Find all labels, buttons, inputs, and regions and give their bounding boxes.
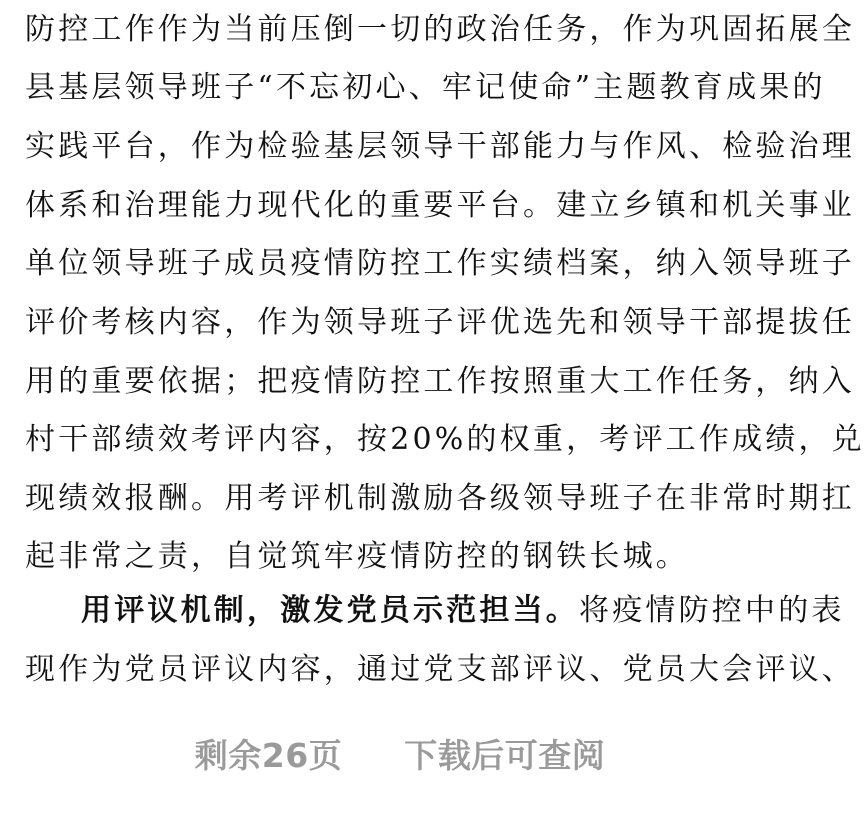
download-footer[interactable]: [0, 736, 800, 776]
paragraph-line: 现作为党员评议内容，通过党支部评议、党员大会评议、: [25, 652, 855, 687]
paragraph-line: 村干部绩效考评内容，按20%的权重，考评工作成绩，兑: [25, 422, 865, 457]
paragraph-line: 县基层领导班子“不忘初心、牢记使命”主题教育成果的: [25, 70, 826, 105]
paragraph-line: 实践平台，作为检验基层领导干部能力与作风、检验治理: [25, 129, 855, 164]
paragraph-line: 评价考核内容，作为领导班子评优选先和领导干部提拔任: [25, 305, 855, 340]
paragraph-line: 现绩效报酬。用考评机制激励各级领导班子在非常时期扛: [25, 481, 855, 516]
remaining-pages-label: 剩余26页: [194, 736, 343, 775]
paragraph-line: 用的重要依据；把疫情防控工作按照重大工作任务，纳入: [25, 364, 855, 399]
paragraph-line: 单位领导班子成员疫情防控工作实绩档案，纳入领导班子: [25, 246, 855, 281]
paragraph-text: 将疫情防控中的表: [579, 593, 845, 628]
paragraph-heading-line: [25, 591, 845, 631]
paragraph-line: 体系和治理能力现代化的重要平台。建立乡镇和机关事业: [25, 188, 855, 223]
section-heading: 用评议机制，激发党员示范担当。: [81, 593, 579, 628]
paragraph-line: 起非常之责，自觉筑牢疫情防控的钢铁长城。: [25, 539, 689, 574]
paragraph-line: 防控工作作为当前压倒一切的政治任务，作为巩固拓展全: [25, 12, 855, 47]
download-prompt-label[interactable]: 下载后可查阅: [404, 736, 606, 775]
